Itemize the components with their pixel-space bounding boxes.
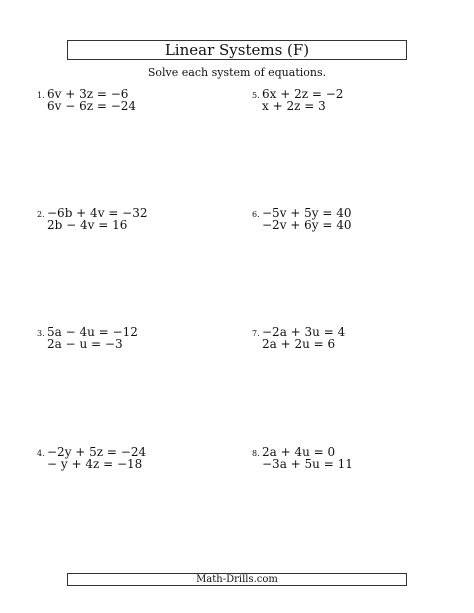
worksheet-title-box [67, 40, 407, 60]
equation-2: − y + 4z = −18 [47, 457, 143, 471]
problem-number: 7. [252, 329, 260, 338]
problem-6 [252, 207, 352, 231]
equation-2: 2a − u = −3 [47, 337, 123, 351]
equation-2: 2a + 2u = 6 [262, 337, 336, 351]
problem-number: 5. [252, 91, 260, 100]
problem-2 [37, 207, 147, 231]
worksheet-title: Linear Systems (F) [164, 40, 310, 59]
problem-5 [252, 88, 343, 112]
instructions-text: Solve each system of equations. [147, 66, 327, 79]
equation-2: 6v − 6z = −24 [47, 99, 137, 113]
equation-1: −6b + 4v = −32 [47, 206, 148, 220]
problem-7 [252, 326, 345, 350]
equation-2: 2b − 4v = 16 [47, 218, 128, 232]
equation-2: −3a + 5u = 11 [262, 457, 353, 471]
problem-1 [37, 88, 136, 112]
problem-4 [37, 446, 146, 470]
equation-1: 6v + 3z = −6 [47, 87, 129, 101]
equation-1: −2y + 5z = −24 [47, 445, 147, 459]
equation-1: 6x + 2z = −2 [262, 87, 344, 101]
equation-1: −2a + 3u = 4 [262, 325, 346, 339]
footer-box [67, 573, 407, 586]
problem-number: 8. [252, 449, 260, 458]
equation-1: 2a + 4u = 0 [262, 445, 336, 459]
problem-number: 2. [37, 210, 45, 219]
equation-2: −2v + 6y = 40 [262, 218, 352, 232]
problem-3 [37, 326, 138, 350]
equation-2: x + 2z = 3 [262, 99, 326, 113]
footer-text: Math-Drills.com [196, 573, 278, 585]
problem-number: 3. [37, 329, 45, 338]
equation-1: −5v + 5y = 40 [262, 206, 352, 220]
problem-number: 1. [37, 91, 45, 100]
problem-8 [252, 446, 353, 470]
problem-number: 6. [252, 210, 260, 219]
equation-1: 5a − 4u = −12 [47, 325, 138, 339]
problem-number: 4. [37, 449, 45, 458]
